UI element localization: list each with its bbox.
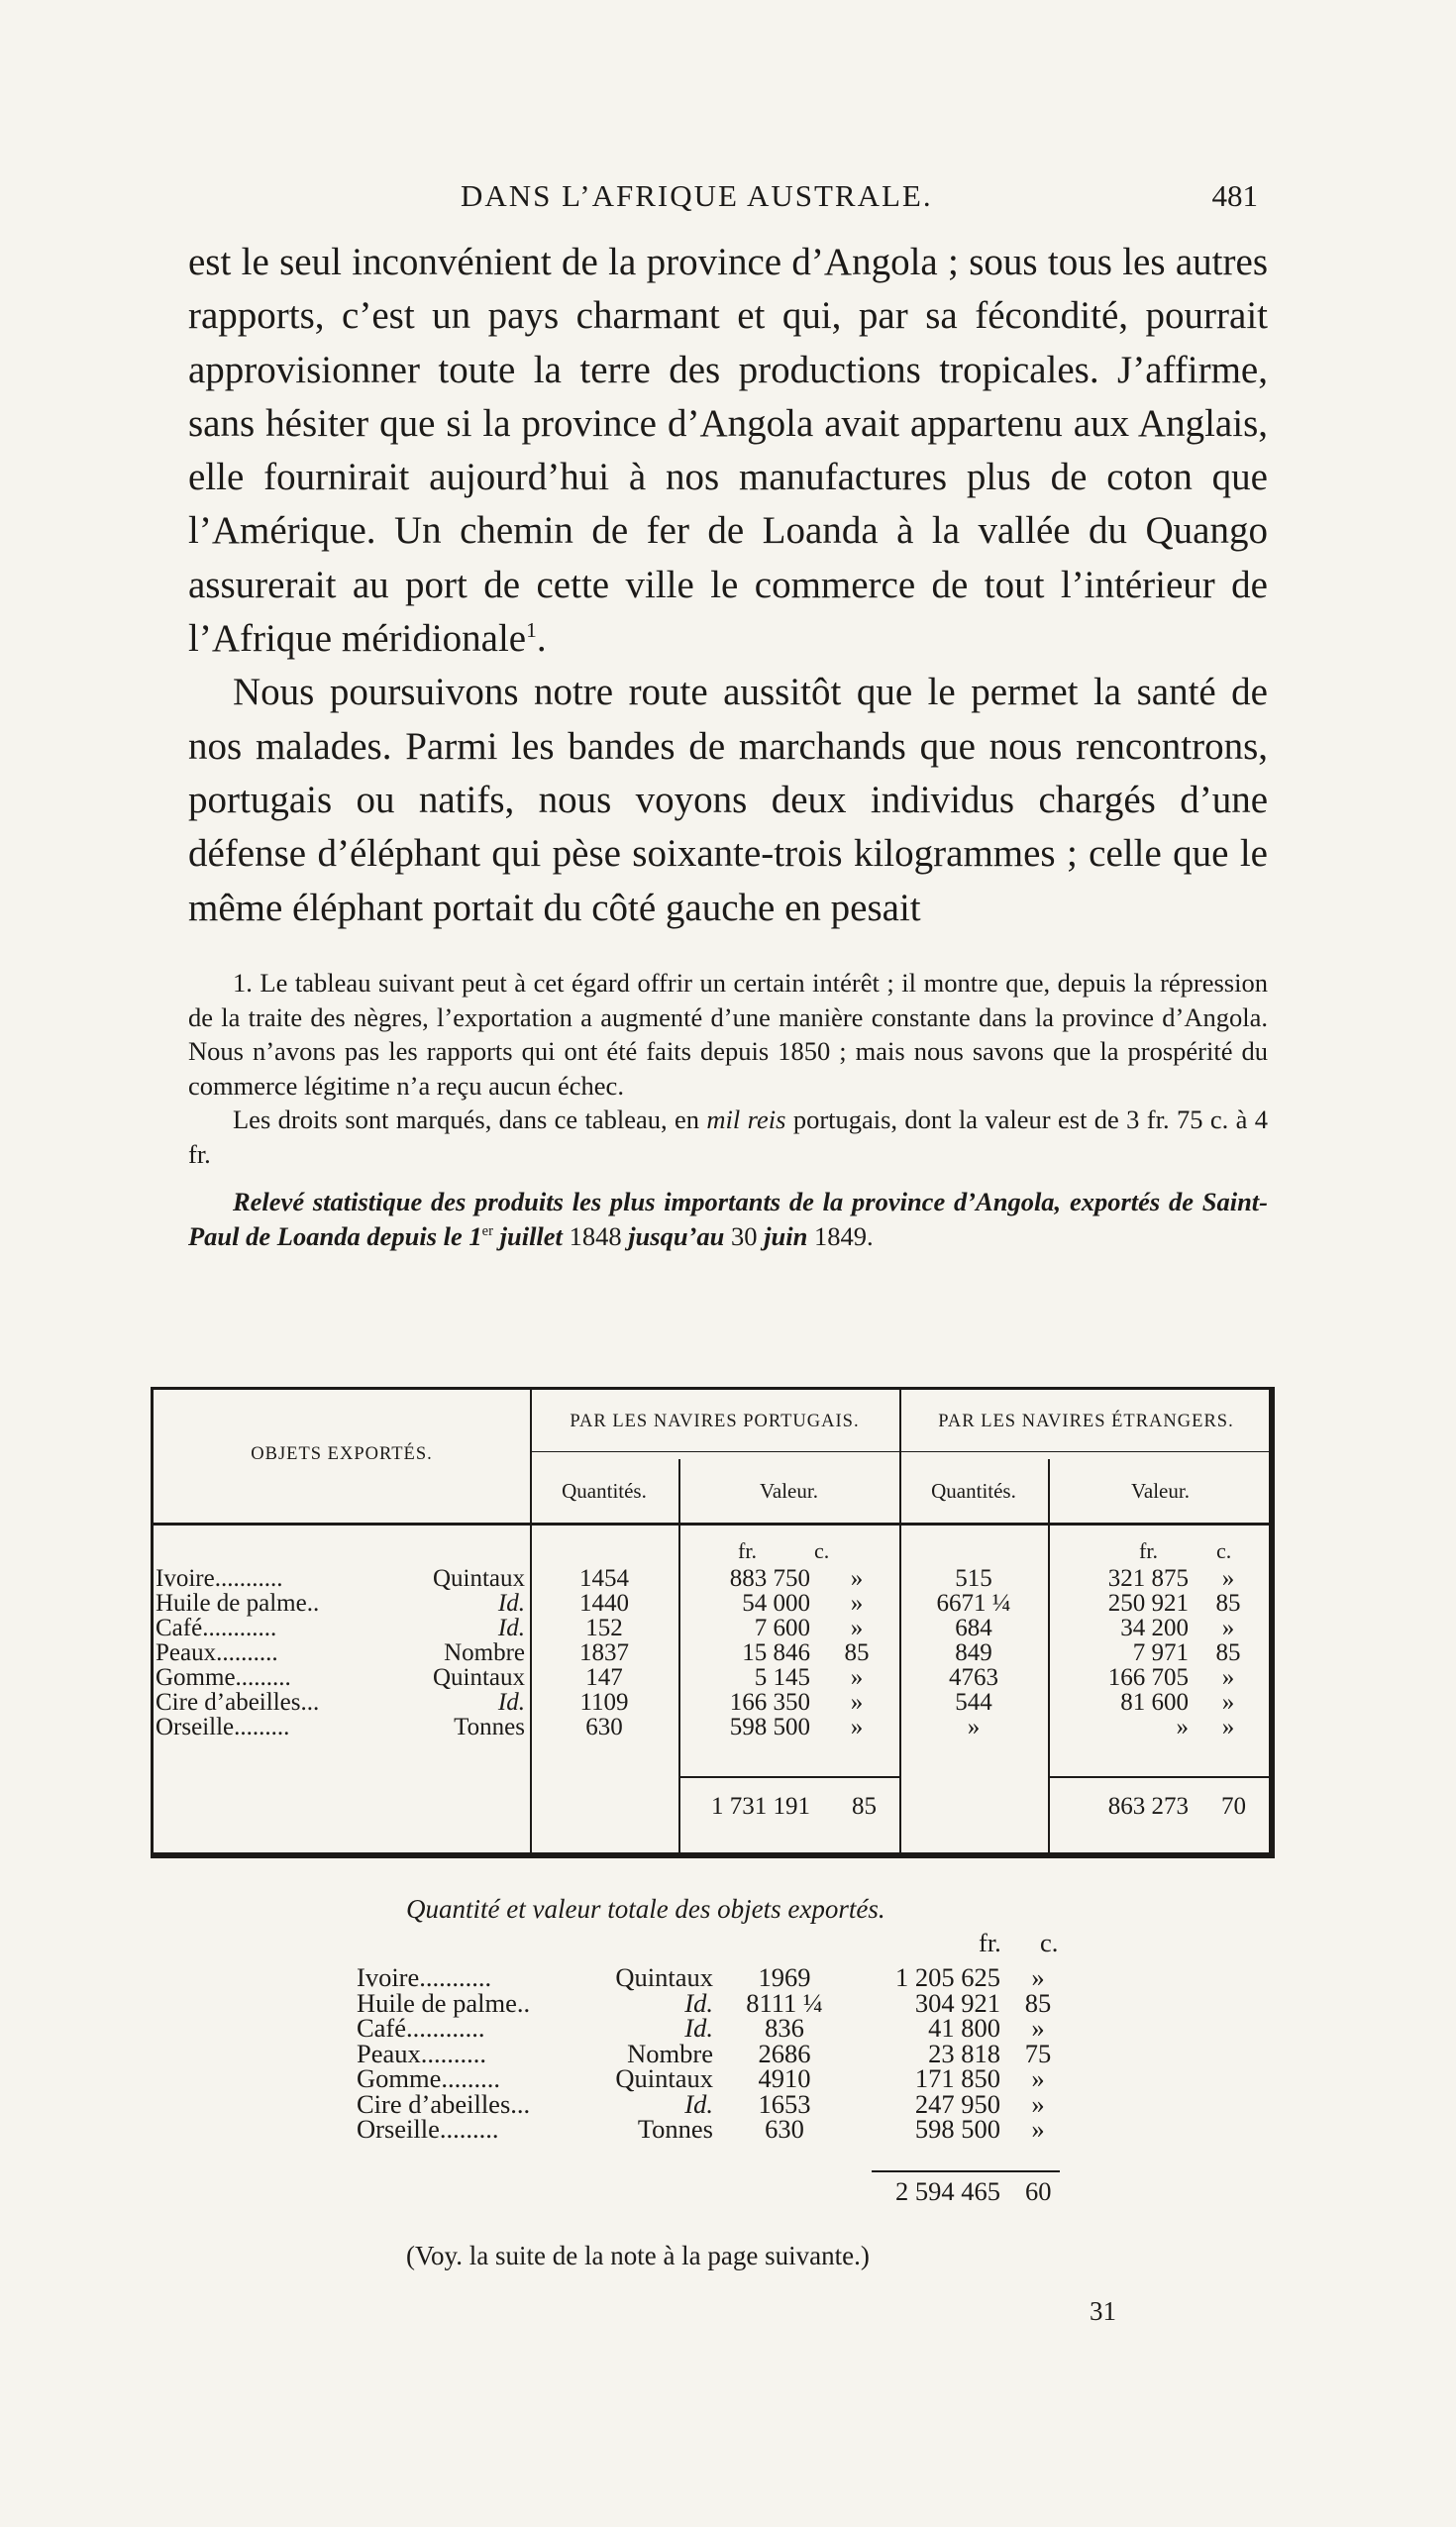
caption-d: 30 [731, 1220, 758, 1251]
row-qty-port: 1440 [579, 1590, 629, 1617]
summary-row-c: » [1031, 2088, 1045, 2119]
row-name: Cire d’abeilles... [156, 1689, 320, 1716]
summary-row-qty: 8111 ¼ [746, 1987, 823, 2018]
summary-row-c: » [1031, 2114, 1045, 2144]
row-qty-port: 1454 [579, 1565, 629, 1592]
row-val-port-fr: 598 500 [729, 1714, 810, 1740]
row-name: Gomme......... [156, 1664, 291, 1691]
summary-row-qty: 1653 [758, 2088, 811, 2119]
summary-row-name: Ivoire........... [357, 1962, 492, 1992]
header-val-port: Valeur. [760, 1479, 818, 1503]
row-val-etr-fr: » [1176, 1714, 1189, 1740]
paragraph-1-text: est le seul inconvénient de la province d’Angola ; sous tous les autres rapports, c’est un pays charmant et qui, par sa fécondité, pourrait approvisionner toute la terre des productions tropicales. J’affirme, sans hésiter que si la province d’Angola avait appartenu aux Anglais, elle fournirait aujourd’hui à nos manufactures plus de coton que l’Amérique. Un chemin de fer de Loanda à la vallée du Quango assurerait au port de cette ville le commerce de tout l’intérieur de l’Afrique méridionale [188, 241, 1268, 661]
unit-c: c. [814, 1538, 830, 1563]
caption-sup: er [481, 1222, 493, 1239]
row-unit: Id. [497, 1689, 525, 1716]
summary-row-name: Cire d’abeilles... [357, 2088, 531, 2119]
total-etr-c: 70 [1221, 1793, 1246, 1820]
row-val-port-c: » [850, 1590, 864, 1617]
unit-fr: fr. [738, 1538, 757, 1563]
header-objets: OBJETS EXPORTÉS. [251, 1444, 433, 1464]
row-val-etr-fr: 81 600 [1120, 1689, 1189, 1716]
summary-total-rule [872, 2170, 1060, 2172]
footnote-p2-a: Les droits sont marqués, dans ce tableau, en [233, 1105, 700, 1134]
summary-row-fr: 171 850 [914, 2063, 1000, 2093]
table-caption [188, 1185, 1268, 1253]
table-divider [1048, 1459, 1050, 1852]
row-val-port-c: » [850, 1689, 864, 1716]
row-val-port-fr: 7 600 [754, 1615, 810, 1641]
footnote [188, 966, 1268, 1253]
paragraph-2: Nous poursuivons notre route aussitôt que le permet la santé de nos malades. Parmi les bandes de marchands que nous rencontrons, portugais ou natifs, nous voyons deux individus chargés d’une défense d’éléphant qui pèse soixante-trois kilogrammes ; celle que le même éléphant portait du côté gauche en pesait [188, 671, 1268, 929]
running-title: DANS L’AFRIQUE AUSTRALE. [461, 178, 933, 213]
row-val-etr-c: » [1221, 1689, 1235, 1716]
row-val-etr-c: » [1221, 1565, 1235, 1592]
summary-row-unit: Id. [684, 2013, 713, 2043]
row-val-etr-fr: 321 875 [1107, 1565, 1189, 1592]
continuation-note: (Voy. la suite de la note à la page suivante.) [406, 2241, 870, 2270]
row-val-etr-fr: 166 705 [1107, 1664, 1189, 1691]
summary-row-unit: Nombre [627, 2038, 713, 2068]
row-unit: Tonnes [454, 1714, 525, 1740]
header-portugais: PAR LES NAVIRES PORTUGAIS. [570, 1412, 860, 1431]
table-divider [678, 1459, 680, 1852]
row-qty-etr: 4763 [949, 1664, 998, 1691]
caption-b: juillet [499, 1220, 563, 1251]
paragraph-1 [188, 236, 1268, 666]
summary-row-unit: Quintaux [615, 1962, 713, 1992]
caption-e: juin [764, 1220, 808, 1251]
row-val-port-fr: 883 750 [729, 1565, 810, 1592]
total-port-c: 85 [852, 1793, 877, 1820]
row-qty-etr: 6671 ¼ [936, 1590, 1011, 1617]
row-name: Huile de palme.. [156, 1590, 320, 1617]
summary-row-c: 85 [1024, 1987, 1052, 2018]
header-val-etr: Valeur. [1131, 1479, 1190, 1503]
summary-row-unit: Id. [684, 1987, 713, 2018]
summary-row-name: Huile de palme.. [357, 1987, 531, 2018]
summary-row-unit: Quintaux [615, 2063, 713, 2093]
row-val-etr-c: » [1221, 1714, 1235, 1740]
summary-total-fr: 2 594 465 [895, 2176, 1000, 2206]
header-etrangers: PAR LES NAVIRES ÉTRANGERS. [938, 1412, 1234, 1431]
footnote-p1: 1. Le tableau suivant peut à cet égard offrir un certain intérêt ; il montre que, depuis la répression de la traite des nègres, l’exportation a augmenté d’une manière constante dans la province d’Angola. Nous n’avons pas les rapports qui ont été faits depuis 1850 ; mais nous savons que la prospérité du commerce légitime n’a reçu aucun échec. [188, 968, 1268, 1101]
table-rule [154, 1523, 1273, 1526]
footnote-p2 [188, 1103, 1268, 1171]
row-qty-etr: » [967, 1714, 981, 1740]
summary-total-c: 60 [1025, 2176, 1052, 2206]
row-qty-etr: 544 [955, 1689, 992, 1716]
page-number: 481 [1211, 178, 1258, 213]
total-etr-fr: 863 273 [1107, 1793, 1189, 1820]
summary-row-fr: 598 500 [914, 2114, 1000, 2144]
row-name: Orseille......... [156, 1714, 290, 1740]
row-val-etr-fr: 250 921 [1107, 1590, 1189, 1617]
row-qty-port: 1837 [579, 1639, 629, 1666]
table-rule [530, 1451, 1273, 1452]
footnote-ref: 1 [526, 618, 537, 643]
summary-row-name: Gomme......... [357, 2063, 500, 2093]
summary-row-c: » [1031, 2013, 1045, 2043]
row-val-etr-fr: 7 971 [1132, 1639, 1189, 1666]
row-val-etr-c: 85 [1215, 1639, 1241, 1666]
header-qte-etr: Quantités. [931, 1479, 1016, 1503]
row-unit: Quintaux [432, 1664, 525, 1691]
row-val-port-fr: 5 145 [754, 1664, 810, 1691]
running-head [461, 178, 1258, 228]
unit-fr: fr. [1139, 1538, 1158, 1563]
row-name: Peaux.......... [156, 1639, 278, 1666]
row-val-port-fr: 166 350 [729, 1689, 810, 1716]
summary-row-qty: 4910 [758, 2063, 811, 2093]
paragraph-1-end: . [536, 617, 547, 661]
row-val-port-c: » [850, 1565, 864, 1592]
summary-row-unit: Id. [684, 2088, 713, 2119]
caption-a: Relevé statistique des produits les plus importants de la province d’Angola, exportés de Saint-Paul de Loanda depuis le 1 [188, 1187, 1268, 1251]
caption-c: jusqu’au [628, 1220, 725, 1251]
footnote-p2-italic: mil reis [706, 1105, 786, 1134]
row-val-port-fr: 54 000 [742, 1590, 810, 1617]
header-qte-port: Quantités. [562, 1479, 647, 1503]
row-unit: Id. [497, 1590, 525, 1617]
summary-row-name: Café............ [357, 2013, 485, 2043]
table-rule [678, 1776, 899, 1778]
summary-row-fr: 23 818 [928, 2038, 1000, 2068]
summary-unit-fr: fr. [979, 1928, 1001, 1957]
row-unit: Id. [497, 1615, 525, 1641]
summary-row-qty: 836 [765, 2013, 804, 2043]
summary-row-qty: 2686 [758, 2038, 811, 2068]
row-name: Ivoire........... [156, 1565, 283, 1592]
main-text [188, 236, 1268, 935]
summary-row-fr: 1 205 625 [895, 1962, 1000, 1992]
summary-row-c: » [1031, 2063, 1045, 2093]
summary-row-qty: 1969 [758, 1962, 811, 1992]
unit-c: c. [1216, 1538, 1232, 1563]
total-port-fr: 1 731 191 [711, 1793, 810, 1820]
row-val-port-c: » [850, 1664, 864, 1691]
row-name: Café............ [156, 1615, 277, 1641]
summary-row-c: » [1031, 1962, 1045, 1992]
row-qty-port: 152 [585, 1615, 623, 1641]
row-val-etr-c: » [1221, 1615, 1235, 1641]
row-qty-port: 630 [585, 1714, 623, 1740]
table-rule [1048, 1776, 1273, 1778]
row-val-port-fr: 15 846 [742, 1639, 810, 1666]
row-qty-port: 1109 [579, 1689, 629, 1716]
summary-title: Quantité et valeur totale des objets exportés. [406, 1894, 885, 1924]
summary-row-c: 75 [1024, 2038, 1052, 2068]
signature-mark: 31 [1090, 2296, 1116, 2326]
row-val-port-c: » [850, 1615, 864, 1641]
summary-row-unit: Tonnes [637, 2114, 713, 2144]
summary-unit-c: c. [1040, 1928, 1059, 1957]
footnote-p2-b: portugais, dont la valeur est de 3 fr. 75 c. à 4 fr. [188, 1105, 1269, 1169]
caption-year1: 1848 [569, 1220, 622, 1251]
row-val-etr-c: » [1221, 1664, 1235, 1691]
summary-row-qty: 630 [765, 2114, 804, 2144]
row-qty-etr: 515 [955, 1565, 992, 1592]
summary-row-fr: 247 950 [914, 2088, 1000, 2119]
row-qty-port: 147 [585, 1664, 623, 1691]
caption-year2: 1849. [813, 1220, 874, 1251]
summary-row-name: Peaux.......... [357, 2038, 487, 2068]
row-val-etr-c: 85 [1215, 1590, 1241, 1617]
row-val-etr-fr: 34 200 [1120, 1615, 1189, 1641]
row-unit: Nombre [444, 1639, 525, 1666]
summary-row-fr: 304 921 [914, 1987, 1000, 2018]
row-qty-etr: 849 [955, 1639, 992, 1666]
row-val-port-c: 85 [844, 1639, 870, 1666]
summary-row-name: Orseille......... [357, 2114, 499, 2144]
export-table [151, 1387, 1275, 1858]
row-val-port-c: » [850, 1714, 864, 1740]
row-qty-etr: 684 [955, 1615, 992, 1641]
row-unit: Quintaux [432, 1565, 525, 1592]
summary-row-fr: 41 800 [928, 2013, 1000, 2043]
